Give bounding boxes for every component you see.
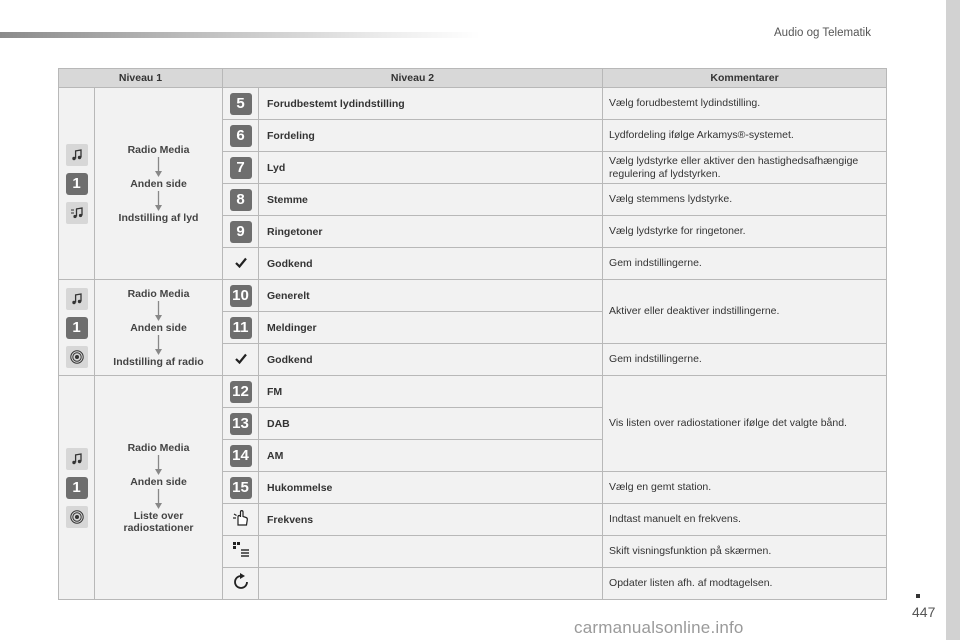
radio-settings-icon [66, 346, 88, 368]
check-icon [235, 257, 247, 268]
touch-hand-icon [232, 509, 250, 527]
option-label: Lyd [259, 152, 603, 184]
option-number-badge: 11 [230, 317, 252, 339]
option-comment: Vælg stemmens lydstyrke. [603, 184, 887, 216]
option-label: FM [259, 376, 603, 408]
nav-step: Anden side [130, 321, 187, 334]
option-comment: Aktiver eller deaktiver indstillingerne. [603, 280, 887, 344]
column-header-level2: Niveau 2 [223, 69, 603, 88]
option-label: Fordeling [259, 120, 603, 152]
option-number-badge: 8 [230, 189, 252, 211]
nav-step: Anden side [130, 177, 187, 190]
column-header-comments: Kommentarer [603, 69, 887, 88]
option-number-badge: 5 [230, 93, 252, 115]
arrow-down-icon [155, 191, 162, 211]
nav-step: Radio Media [127, 441, 190, 454]
level1-number-badge: 1 [66, 477, 88, 499]
option-number-badge: 14 [230, 445, 252, 467]
option-label: Forudbestemt lydindstilling [259, 88, 603, 120]
option-label: AM [259, 440, 603, 472]
level1-cell [59, 280, 95, 376]
table-row [59, 280, 887, 312]
navigation-path [95, 376, 223, 600]
option-comment: Indtast manuelt en frekvens. [603, 504, 887, 536]
page-corner-mark [916, 594, 920, 598]
table-row [59, 376, 887, 408]
settings-table [58, 68, 887, 600]
option-label: Ringetoner [259, 216, 603, 248]
option-number-badge: 6 [230, 125, 252, 147]
option-label [259, 536, 603, 568]
page-edge-strip [946, 0, 960, 640]
option-number-badge: 13 [230, 413, 252, 435]
nav-step: Indstilling af lyd [118, 211, 199, 224]
radio-station-icon [66, 506, 88, 528]
option-comment: Gem indstillingerne. [603, 248, 887, 280]
option-comment: Gem indstillingerne. [603, 344, 887, 376]
nav-step: Radio Media [127, 143, 190, 156]
music-note-icon [66, 288, 88, 310]
arrow-down-icon [155, 455, 162, 475]
level1-number-badge: 1 [66, 317, 88, 339]
table-row [59, 88, 887, 120]
option-label: Godkend [259, 344, 603, 376]
page-number: 447 [912, 604, 936, 620]
sound-settings-icon [66, 202, 88, 224]
music-note-icon [66, 144, 88, 166]
arrow-down-icon [155, 157, 162, 177]
watermark-text: carmanualsonline.info [574, 618, 744, 637]
nav-step: Anden side [130, 475, 187, 488]
level1-cell [59, 376, 95, 600]
column-header-level1: Niveau 1 [59, 69, 223, 88]
option-number-badge: 9 [230, 221, 252, 243]
option-label: Generelt [259, 280, 603, 312]
arrow-down-icon [155, 301, 162, 321]
option-comment: Vælg lydstyrke eller aktiver den hastighedsafhængige regulering af lydstyrken. [603, 152, 887, 184]
level1-cell [59, 88, 95, 280]
option-comment: Vælg en gemt station. [603, 472, 887, 504]
arrow-down-icon [155, 489, 162, 509]
arrow-down-icon [155, 335, 162, 355]
navigation-path [95, 280, 223, 376]
header-gradient-bar [0, 32, 480, 38]
option-label: Godkend [259, 248, 603, 280]
option-label: DAB [259, 408, 603, 440]
option-number-badge: 10 [230, 285, 252, 307]
table-header-row [59, 69, 887, 88]
music-note-icon [66, 448, 88, 470]
nav-step: Radio Media [127, 287, 190, 300]
section-title: Audio og Telematik [774, 27, 871, 39]
option-label: Meldinger [259, 312, 603, 344]
nav-step: Liste over radiostationer [123, 509, 194, 534]
option-label [259, 568, 603, 600]
level1-number-badge: 1 [66, 173, 88, 195]
option-comment: Opdater listen afh. af modtagelsen. [603, 568, 887, 600]
option-number-badge: 15 [230, 477, 252, 499]
option-comment: Vælg forudbestemt lydindstilling. [603, 88, 887, 120]
option-comment: Skift visningsfunktion på skærmen. [603, 536, 887, 568]
navigation-path [95, 88, 223, 280]
check-icon [235, 353, 247, 364]
option-number-badge: 12 [230, 381, 252, 403]
option-comment: Vis listen over radiostationer ifølge det valgte bånd. [603, 376, 887, 472]
option-label: Stemme [259, 184, 603, 216]
nav-step: Indstilling af radio [113, 355, 204, 368]
option-number-badge: 7 [230, 157, 252, 179]
option-comment: Lydfordeling ifølge Arkamys®-systemet. [603, 120, 887, 152]
option-comment: Vælg lydstyrke for ringetoner. [603, 216, 887, 248]
list-view-icon [232, 541, 250, 559]
refresh-icon [232, 573, 250, 591]
option-label: Hukommelse [259, 472, 603, 504]
option-label: Frekvens [259, 504, 603, 536]
